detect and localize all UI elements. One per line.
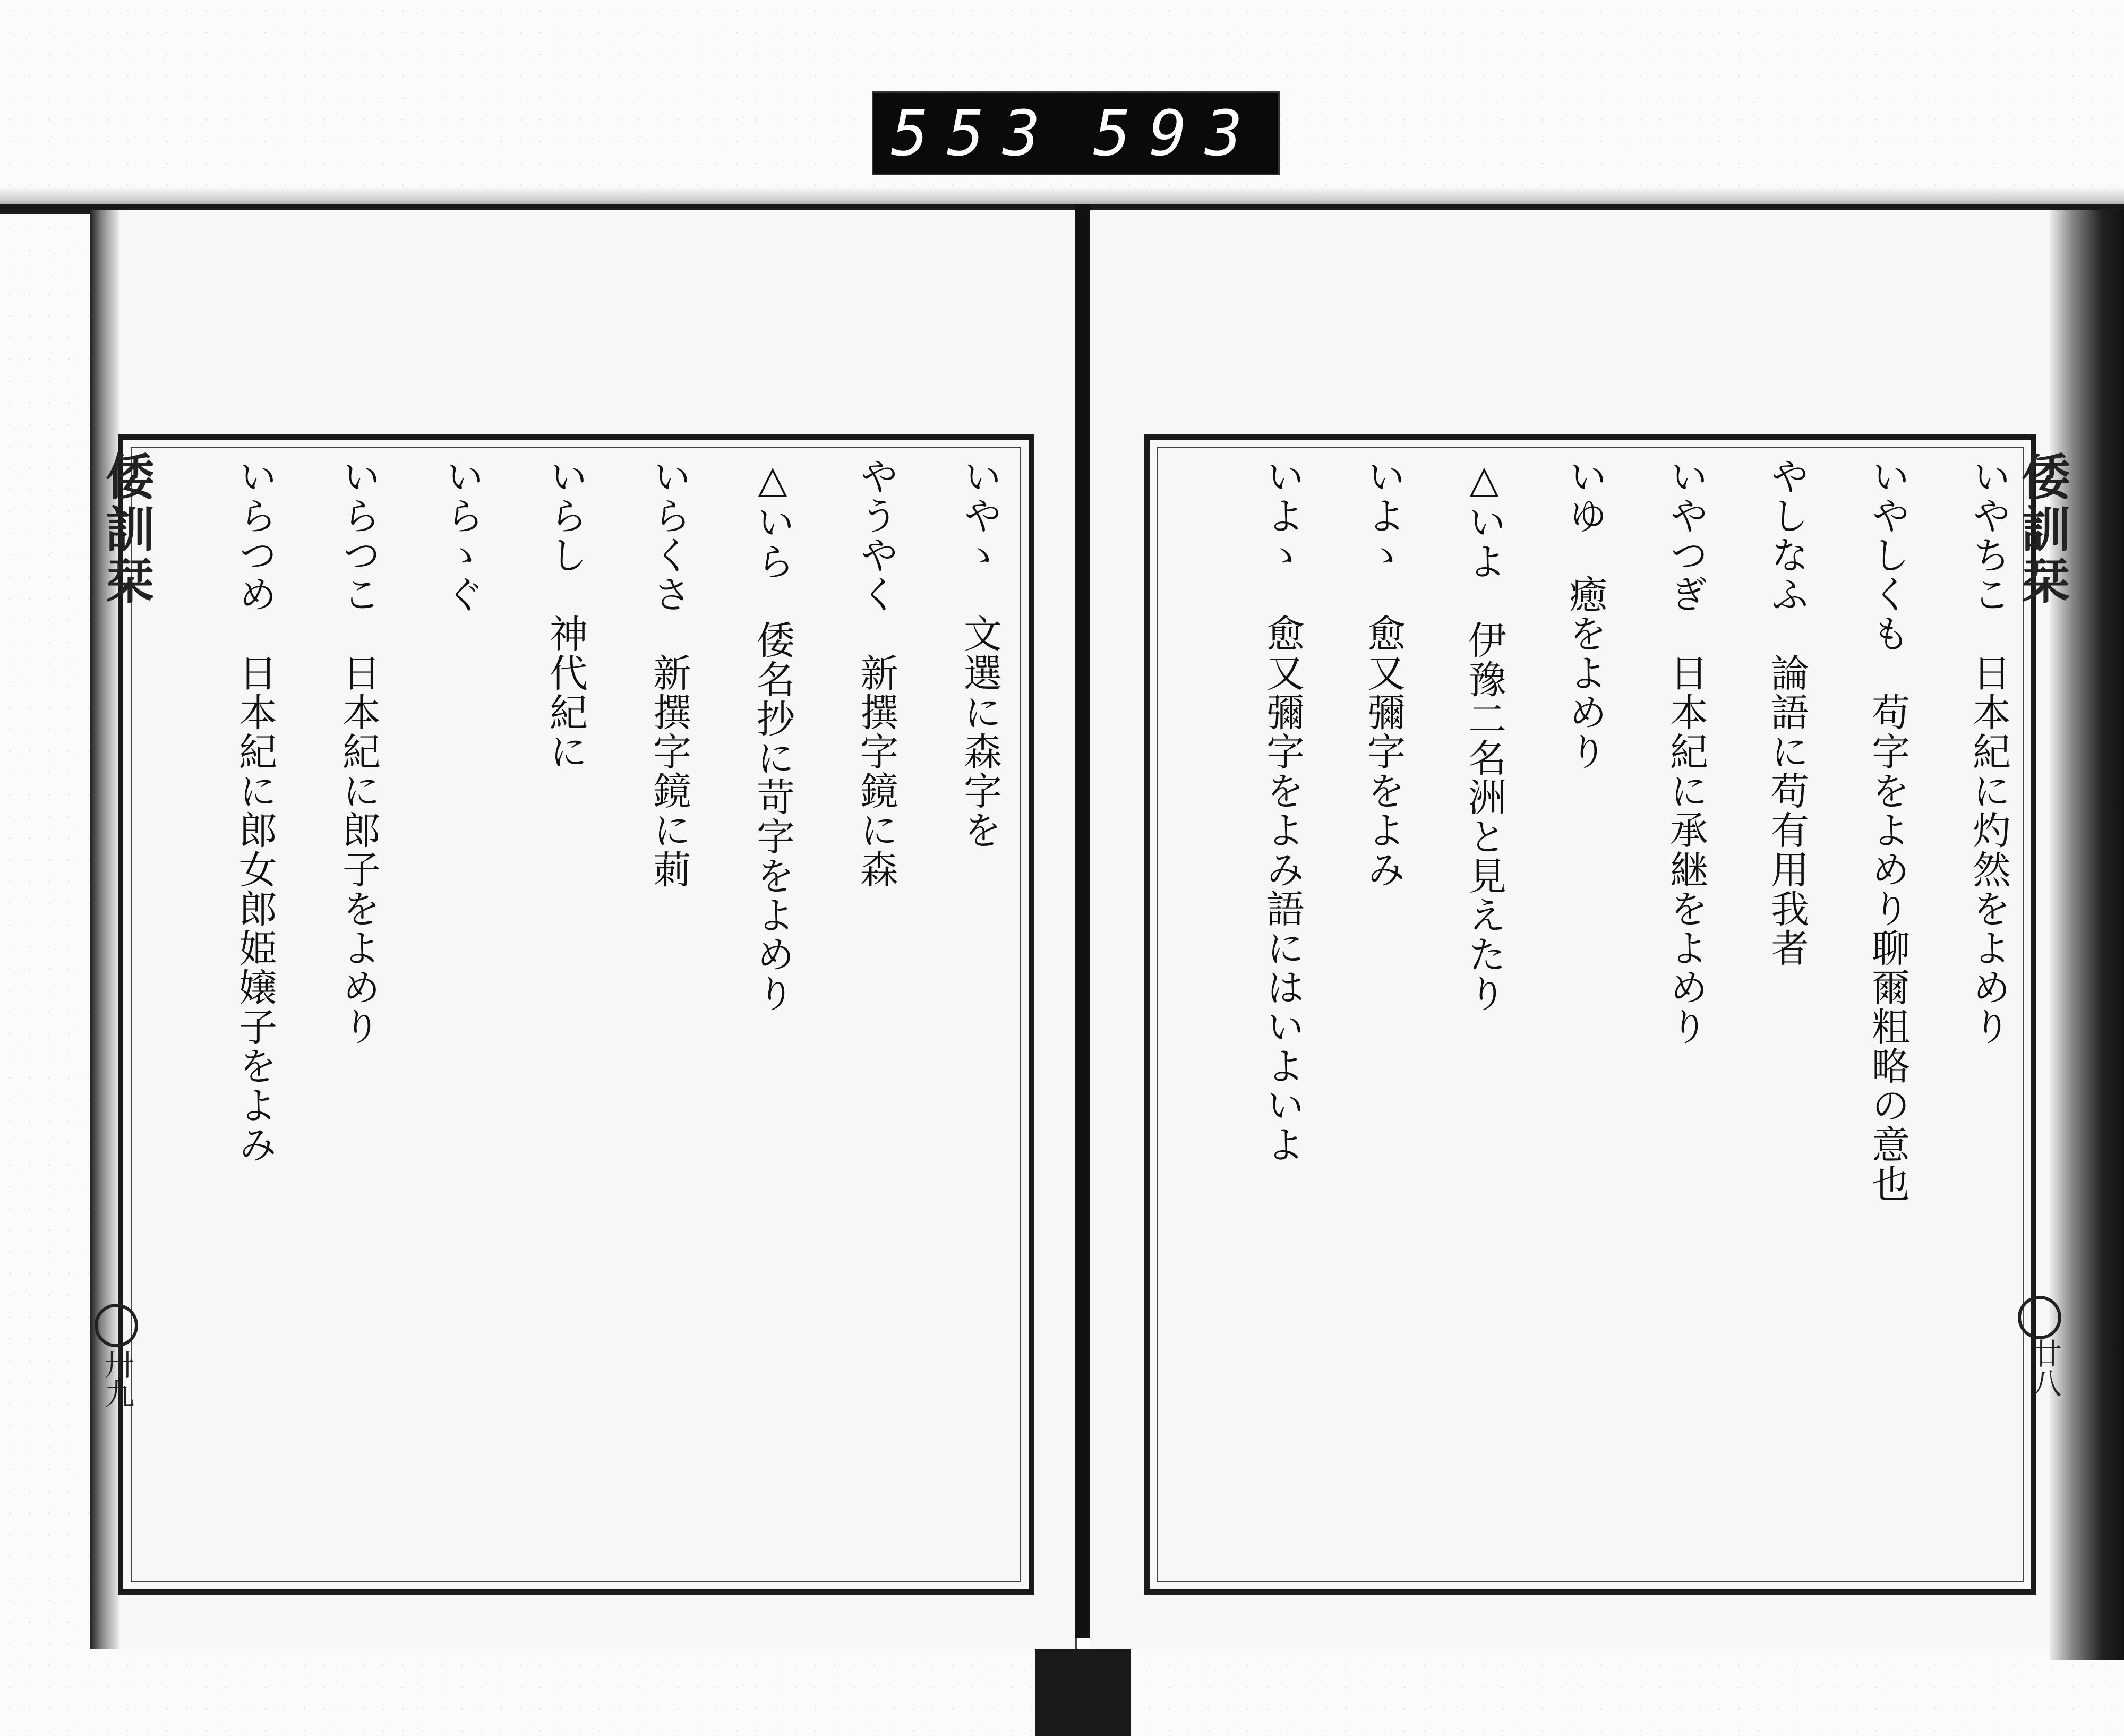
left-page-column: いらくさ 新撰字鏡に莿: [647, 457, 691, 889]
right-page-column: いやちこ 日本紀に灼然をよめり: [1966, 457, 2011, 1046]
scan-number-right: 593: [1093, 97, 1261, 170]
right-page-column: いやしくも 苟字をよめり聊爾粗略の意也: [1865, 457, 1910, 1203]
left-folio: 卅九: [100, 1349, 134, 1408]
left-page-column: △いら 倭名抄に苛字をよめり: [750, 457, 795, 1013]
right-page-column: いゆ 癒をよめり: [1563, 457, 1607, 771]
left-folio-circle: [95, 1304, 138, 1347]
right-page-column: いやつぎ 日本紀に承継をよめり: [1664, 457, 1708, 1046]
right-page-column: やしなふ 論語に苟有用我者: [1765, 457, 1809, 968]
left-page-column: いらつめ 日本紀に郎女郎姫嬢子をよみ: [233, 457, 277, 1164]
right-folio: 廿八: [2027, 1338, 2062, 1398]
right-folio-circle: [2018, 1296, 2061, 1339]
right-page-column: いよゝ 愈又彌字をよみ: [1361, 457, 1406, 889]
left-margin-title: 倭訓栞: [98, 451, 155, 608]
scan-number-left: 553: [890, 97, 1059, 170]
left-page-column: いらつこ 日本紀に郎子をよめり: [336, 457, 381, 1046]
scan-number-strip: [872, 91, 1280, 175]
left-page-column: やうやく 新撰字鏡に森: [854, 457, 898, 889]
right-page-column: いよゝ 愈又彌字をよみ語にはいよいよ: [1260, 457, 1305, 1164]
left-page-column: いやゝ 文選に森字を: [957, 457, 1002, 850]
right-page-column: △いよ 伊豫二名洲と見えたり: [1462, 457, 1506, 1013]
book-stand: [1035, 1649, 1131, 1736]
left-page-edge: [90, 210, 119, 1649]
right-margin-title: 倭訓栞: [2014, 451, 2071, 608]
book-spine: [1075, 204, 1090, 1638]
left-page-column: いらし 神代紀に: [543, 457, 588, 771]
right-page-edge: [2050, 210, 2124, 1660]
left-page-column: いらゝぐ: [440, 457, 484, 614]
